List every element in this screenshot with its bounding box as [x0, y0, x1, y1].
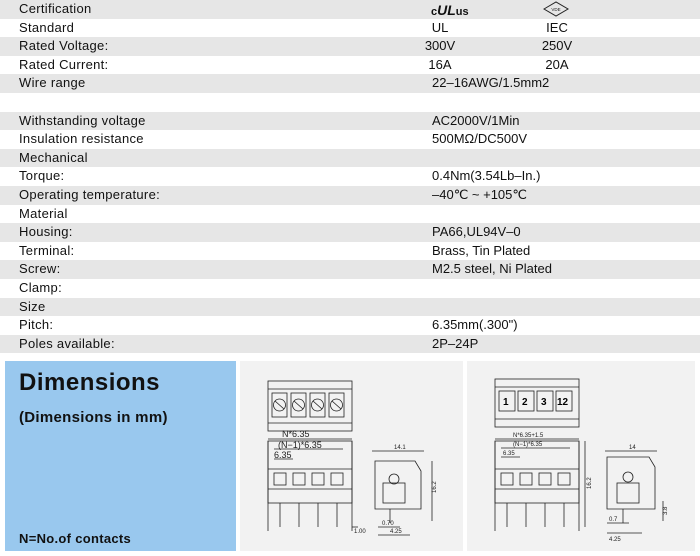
spec-row: [0, 112, 700, 131]
spec-row: [0, 335, 700, 354]
spec-value-iec: 20A: [545, 56, 569, 72]
spec-row: [0, 0, 700, 19]
spec-row: [0, 149, 700, 168]
spec-label: Housing:: [19, 224, 73, 240]
spec-row: [0, 130, 700, 149]
spec-label: Screw:: [19, 261, 61, 277]
spec-label: Operating temperature:: [19, 186, 161, 202]
spec-value: 16A: [428, 56, 452, 72]
dim1-offset-a: 0.70: [382, 521, 394, 527]
pole-number-12: 12: [557, 397, 569, 408]
pole-number-2: 2: [522, 397, 528, 408]
spec-row: [0, 74, 700, 93]
spec-label: Certification: [19, 1, 92, 16]
spec-value: 500MΩ/DC500V: [432, 131, 527, 147]
pole-number-3: 3: [541, 397, 547, 408]
spec-row: [0, 279, 700, 298]
spec-value: 300V: [424, 38, 456, 54]
spec-value: Brass, Tin Plated: [432, 242, 531, 258]
pole-number-1: 1: [503, 397, 509, 408]
cul-us-logo: [431, 2, 469, 18]
dim1-offset-b: 4.25: [390, 529, 402, 535]
dimensions-header-panel: [5, 361, 236, 551]
spec-row: [0, 19, 700, 38]
spec-value: 22–16AWG/1.5mm2: [432, 75, 550, 91]
spec-row: [0, 316, 700, 335]
spec-label: Poles available:: [19, 335, 115, 351]
us-suffix: us: [455, 6, 469, 18]
dim1-pitch-inner: (N−1)*6.35: [278, 440, 322, 450]
spec-label: Pitch:: [19, 317, 54, 333]
spec-label: Clamp:: [19, 279, 62, 295]
dim1-width: 14.1: [394, 445, 406, 451]
spec-row: [0, 56, 700, 75]
spec-label: Standard: [19, 19, 75, 35]
spec-row: [0, 37, 700, 56]
dim2-pitch-total: N*6.35+1.5: [513, 433, 544, 439]
dim2-offset-a: 0.7: [609, 517, 618, 523]
dimensions-title: Dimensions: [19, 369, 161, 396]
spec-label: Size: [19, 298, 46, 314]
drawing-standard-svg: [240, 361, 463, 551]
spec-row: [0, 186, 700, 205]
dimension-drawing-standard: [240, 361, 463, 551]
dim2-width: 14: [629, 445, 636, 451]
dim2-offset-b: 4.25: [609, 537, 621, 543]
dim2-pitch: 6.35: [503, 451, 515, 457]
spec-value-iec: 250V: [541, 38, 573, 54]
spec-row: [0, 167, 700, 186]
spec-value: 2P–24P: [432, 335, 479, 351]
spec-value-iec: IEC: [546, 19, 568, 35]
spec-label: Rated Current:: [19, 56, 109, 72]
ul-mark-text: UL: [437, 2, 456, 18]
spec-value: 6.35mm(.300"): [432, 317, 518, 333]
spec-label: Withstanding voltage: [19, 112, 146, 128]
dim1-pitch-total: N*6.35: [282, 429, 310, 439]
dimensions-subtitle: (Dimensions in mm): [19, 409, 168, 426]
dim1-pin: 1.00: [354, 529, 366, 535]
spec-label: Insulation resistance: [19, 131, 144, 147]
cul-prefix: c: [431, 6, 438, 18]
spec-label: Rated Voltage:: [19, 38, 109, 54]
spec-value: M2.5 steel, Ni Plated: [432, 261, 552, 277]
spec-label: Torque:: [19, 168, 65, 184]
spec-row: [0, 242, 700, 261]
spec-value: 0.4Nm(3.54Lb–In.): [432, 168, 541, 184]
contacts-note: N=No.of contacts: [19, 531, 132, 546]
dim1-height: 16.2: [432, 481, 438, 493]
spec-label: Wire range: [19, 75, 86, 91]
dim1-pitch: 6.35: [274, 450, 292, 460]
spec-row: [0, 298, 700, 317]
spec-label: Material: [19, 205, 68, 221]
spec-value: AC2000V/1Min: [432, 112, 520, 128]
spec-row: [0, 205, 700, 224]
drawing-numbered-svg: [467, 361, 695, 551]
dim2-pitch-inner: (N−1)*6.35: [513, 442, 543, 448]
vde-logo: [543, 1, 569, 17]
dim2-side: 3.8: [663, 506, 669, 515]
dimension-drawing-numbered: [467, 361, 695, 551]
spec-value: UL: [431, 19, 449, 35]
spec-label: Terminal:: [19, 242, 75, 258]
spec-label: Mechanical: [19, 149, 88, 165]
dim2-height: 16.2: [587, 477, 593, 489]
spec-row: [0, 260, 700, 279]
spec-value: –40℃ ~ +105℃: [432, 186, 527, 202]
spec-row: [0, 93, 700, 112]
spec-value: PA66,UL94V–0: [432, 224, 521, 240]
svg-text:VDE: VDE: [551, 7, 561, 12]
spec-row: [0, 223, 700, 242]
